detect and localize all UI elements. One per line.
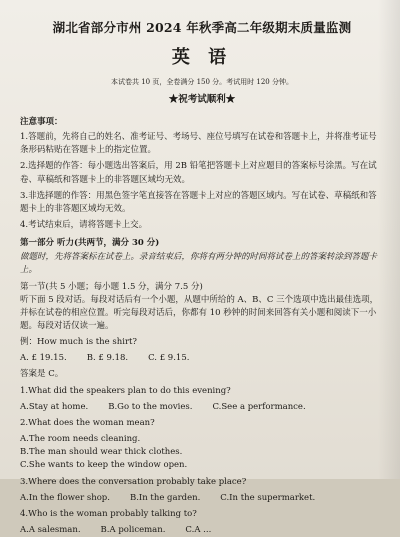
question-1-options <box>20 401 384 414</box>
section1-label: 第一节(共 5 小题；每小题 1.5 分，满分 7.5 分) <box>20 281 203 292</box>
attention-item: 3.非选择题的作答：用黑色签字笔直接答在答题卡上对应的答题区域内。写在试卷、草稿纸和答题卡上的非答题区域均无效。 <box>20 190 377 214</box>
option: A.In the flower shop. <box>20 492 110 503</box>
section1-instructions: 听下面 5 段对话。每段对话后有一个小题，从题中所给的 A、B、C 三个选项中选出最佳选项，并标在试卷的相应位置。听完每段对话后，你都有 10 秒钟的时间来回答有关小题和阅读下一小题。每段对话仅读一遍。 <box>20 294 379 331</box>
question-2: 2.What does the woman mean? <box>20 417 155 428</box>
exam-meta: 本试卷共 10 页，全卷满分 150 分。考试用时 120 分钟。 <box>111 78 293 86</box>
example-options <box>20 352 384 365</box>
question-4: 4.Who is the woman probably talking to? <box>20 508 197 519</box>
question-4-options <box>20 524 384 537</box>
attention-item: 4.考试结束后，请将答题卡上交。 <box>20 220 148 231</box>
good-luck-banner: ★祝考试顺利★ <box>168 94 236 105</box>
option: A.A salesman. <box>20 525 81 536</box>
attention-title: 注意事项： <box>20 117 63 127</box>
option: C.She wants to keep the window open. <box>20 460 188 471</box>
option: C.See a performance. <box>212 401 306 412</box>
question-1: 1.What did the speakers plan to do this evening? <box>20 385 231 396</box>
option: C.A ... <box>185 525 212 536</box>
option: C. £ 9.15. <box>148 353 190 364</box>
question-3-options <box>20 492 384 505</box>
option: C.In the supermarket. <box>220 492 316 503</box>
option: A. £ 19.15. <box>20 353 67 364</box>
example-question: 例：How much is the shirt? <box>20 337 137 348</box>
attention-list <box>20 131 384 232</box>
part1-title: 第一部分 听力(共两节，满分 30 分) <box>20 238 160 249</box>
option: B.In the garden. <box>129 492 201 503</box>
example-answer: 答案是 C。 <box>20 369 64 380</box>
part1-intro: 做题时，先将答案标在试卷上。录音结束后，你将有两分钟的时间将试卷上的答案转涂到答题卡上。 <box>20 252 378 276</box>
attention-item: 2.选择题的作答：每小题选出答案后，用 2B 铅笔把答题卡上对应题目的答案标号涂黑。写在试卷、草稿纸和答题卡上的非答题区域均无效。 <box>20 161 377 185</box>
question-3: 3.Where does the conversation probably take place? <box>20 476 247 487</box>
option: B.The man should wear thick clothes. <box>20 447 183 458</box>
subject-title: 英 语 <box>171 47 233 68</box>
attention-item: 1.答题前，先将自己的姓名、准考证号、考场号、座位号填写在试卷和答题卡上，并将准考证号条形码粘贴在答题卡上的指定位置。 <box>20 132 377 156</box>
option: B.A policeman. <box>100 525 166 536</box>
option: B. £ 9.18. <box>86 353 129 364</box>
question-2-options <box>20 433 384 473</box>
option: A.Stay at home. <box>20 401 89 412</box>
exam-header: 湖北省部分市州 2024 年秋季高二年级期末质量监测 <box>52 20 352 35</box>
option: B.Go to the movies. <box>108 401 193 412</box>
option: A.The room needs cleaning. <box>20 434 141 445</box>
